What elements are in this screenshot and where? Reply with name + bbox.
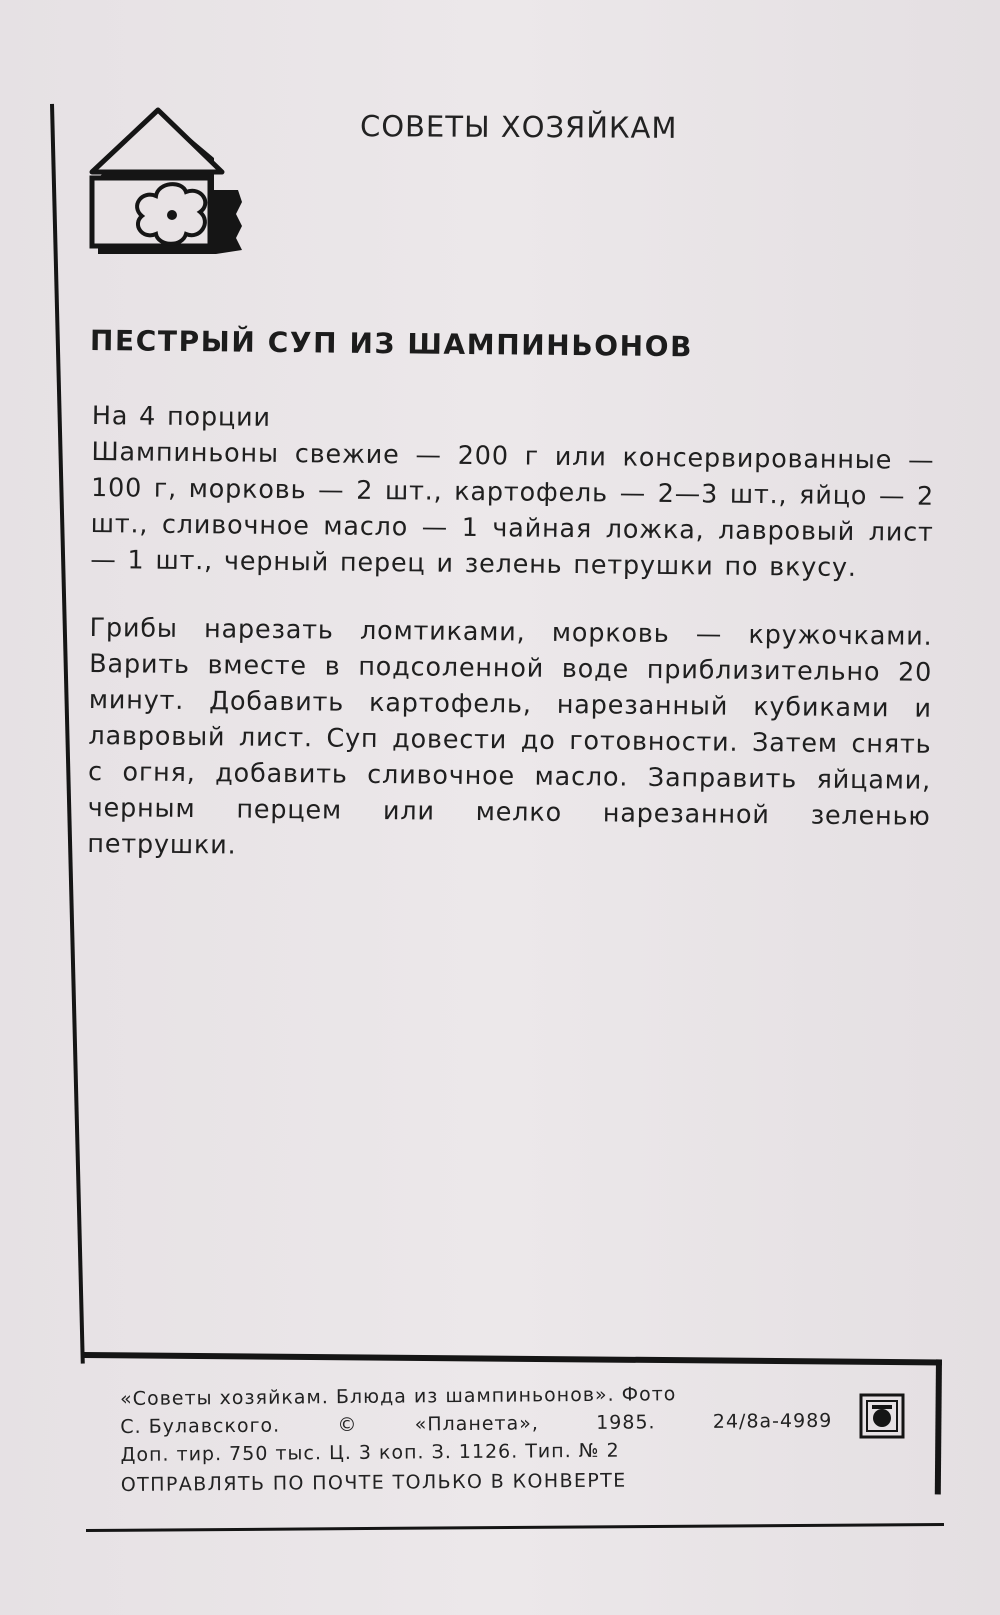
planeta-publisher-logo-icon [858,1392,906,1440]
imprint-code: 24/8а-4989 [712,1409,833,1433]
imprint-year: 1985. [596,1411,656,1434]
servings-line: На 4 порции [91,400,271,433]
ingredients-paragraph: Шампиньоны свежие — 200 г или консервированные — 100 г, морковь — 2 шт., картофель — 2—3 шт., яйцо — 2 шт., сливочное масло — 1 чайная ложка, лавровый лист — 1 шт., черный перец и зелень петрушки по вкусу. [90,436,935,584]
imprint-author: С. Булавского. [120,1414,281,1438]
recipe-body [87,398,935,871]
house-with-mushroom-icon [86,104,261,269]
mail-instruction: ОТПРАВЛЯТЬ ПО ПОЧТЕ ТОЛЬКО В КОНВЕРТЕ [120,1469,627,1496]
footer-bottom-rule [86,1523,944,1532]
imprint-line-1: «Советы хозяйкам. Блюда из шампиньонов». Фото [120,1383,677,1410]
imprint-line-3: Доп. тир. 750 тыс. Ц. 3 коп. З. 1126. Тип. № 2 [120,1439,620,1466]
left-vertical-rule [50,104,85,1364]
imprint-publisher: «Планета», [414,1412,539,1436]
copyright-symbol: © [337,1413,358,1437]
series-title: СОВЕТЫ ХОЗЯЙКАМ [359,109,678,145]
directions-paragraph: Грибы нарезать ломтиками, морковь — кружочками. Варить вместе в подсоленной воде приблизительно 20 минут. Добавить картофель, нарезанный кубиками и лавровый лист. Суп довести до готовности. Затем снять с огня, добавить сливочное масло. Заправить яйцами, черным перцем или мелко нарезанной зеленью петрушки. [87,612,933,861]
recipe-title: ПЕСТРЫЙ СУП ИЗ ШАМПИНЬОНОВ [89,324,694,364]
imprint-block [120,1379,833,1499]
